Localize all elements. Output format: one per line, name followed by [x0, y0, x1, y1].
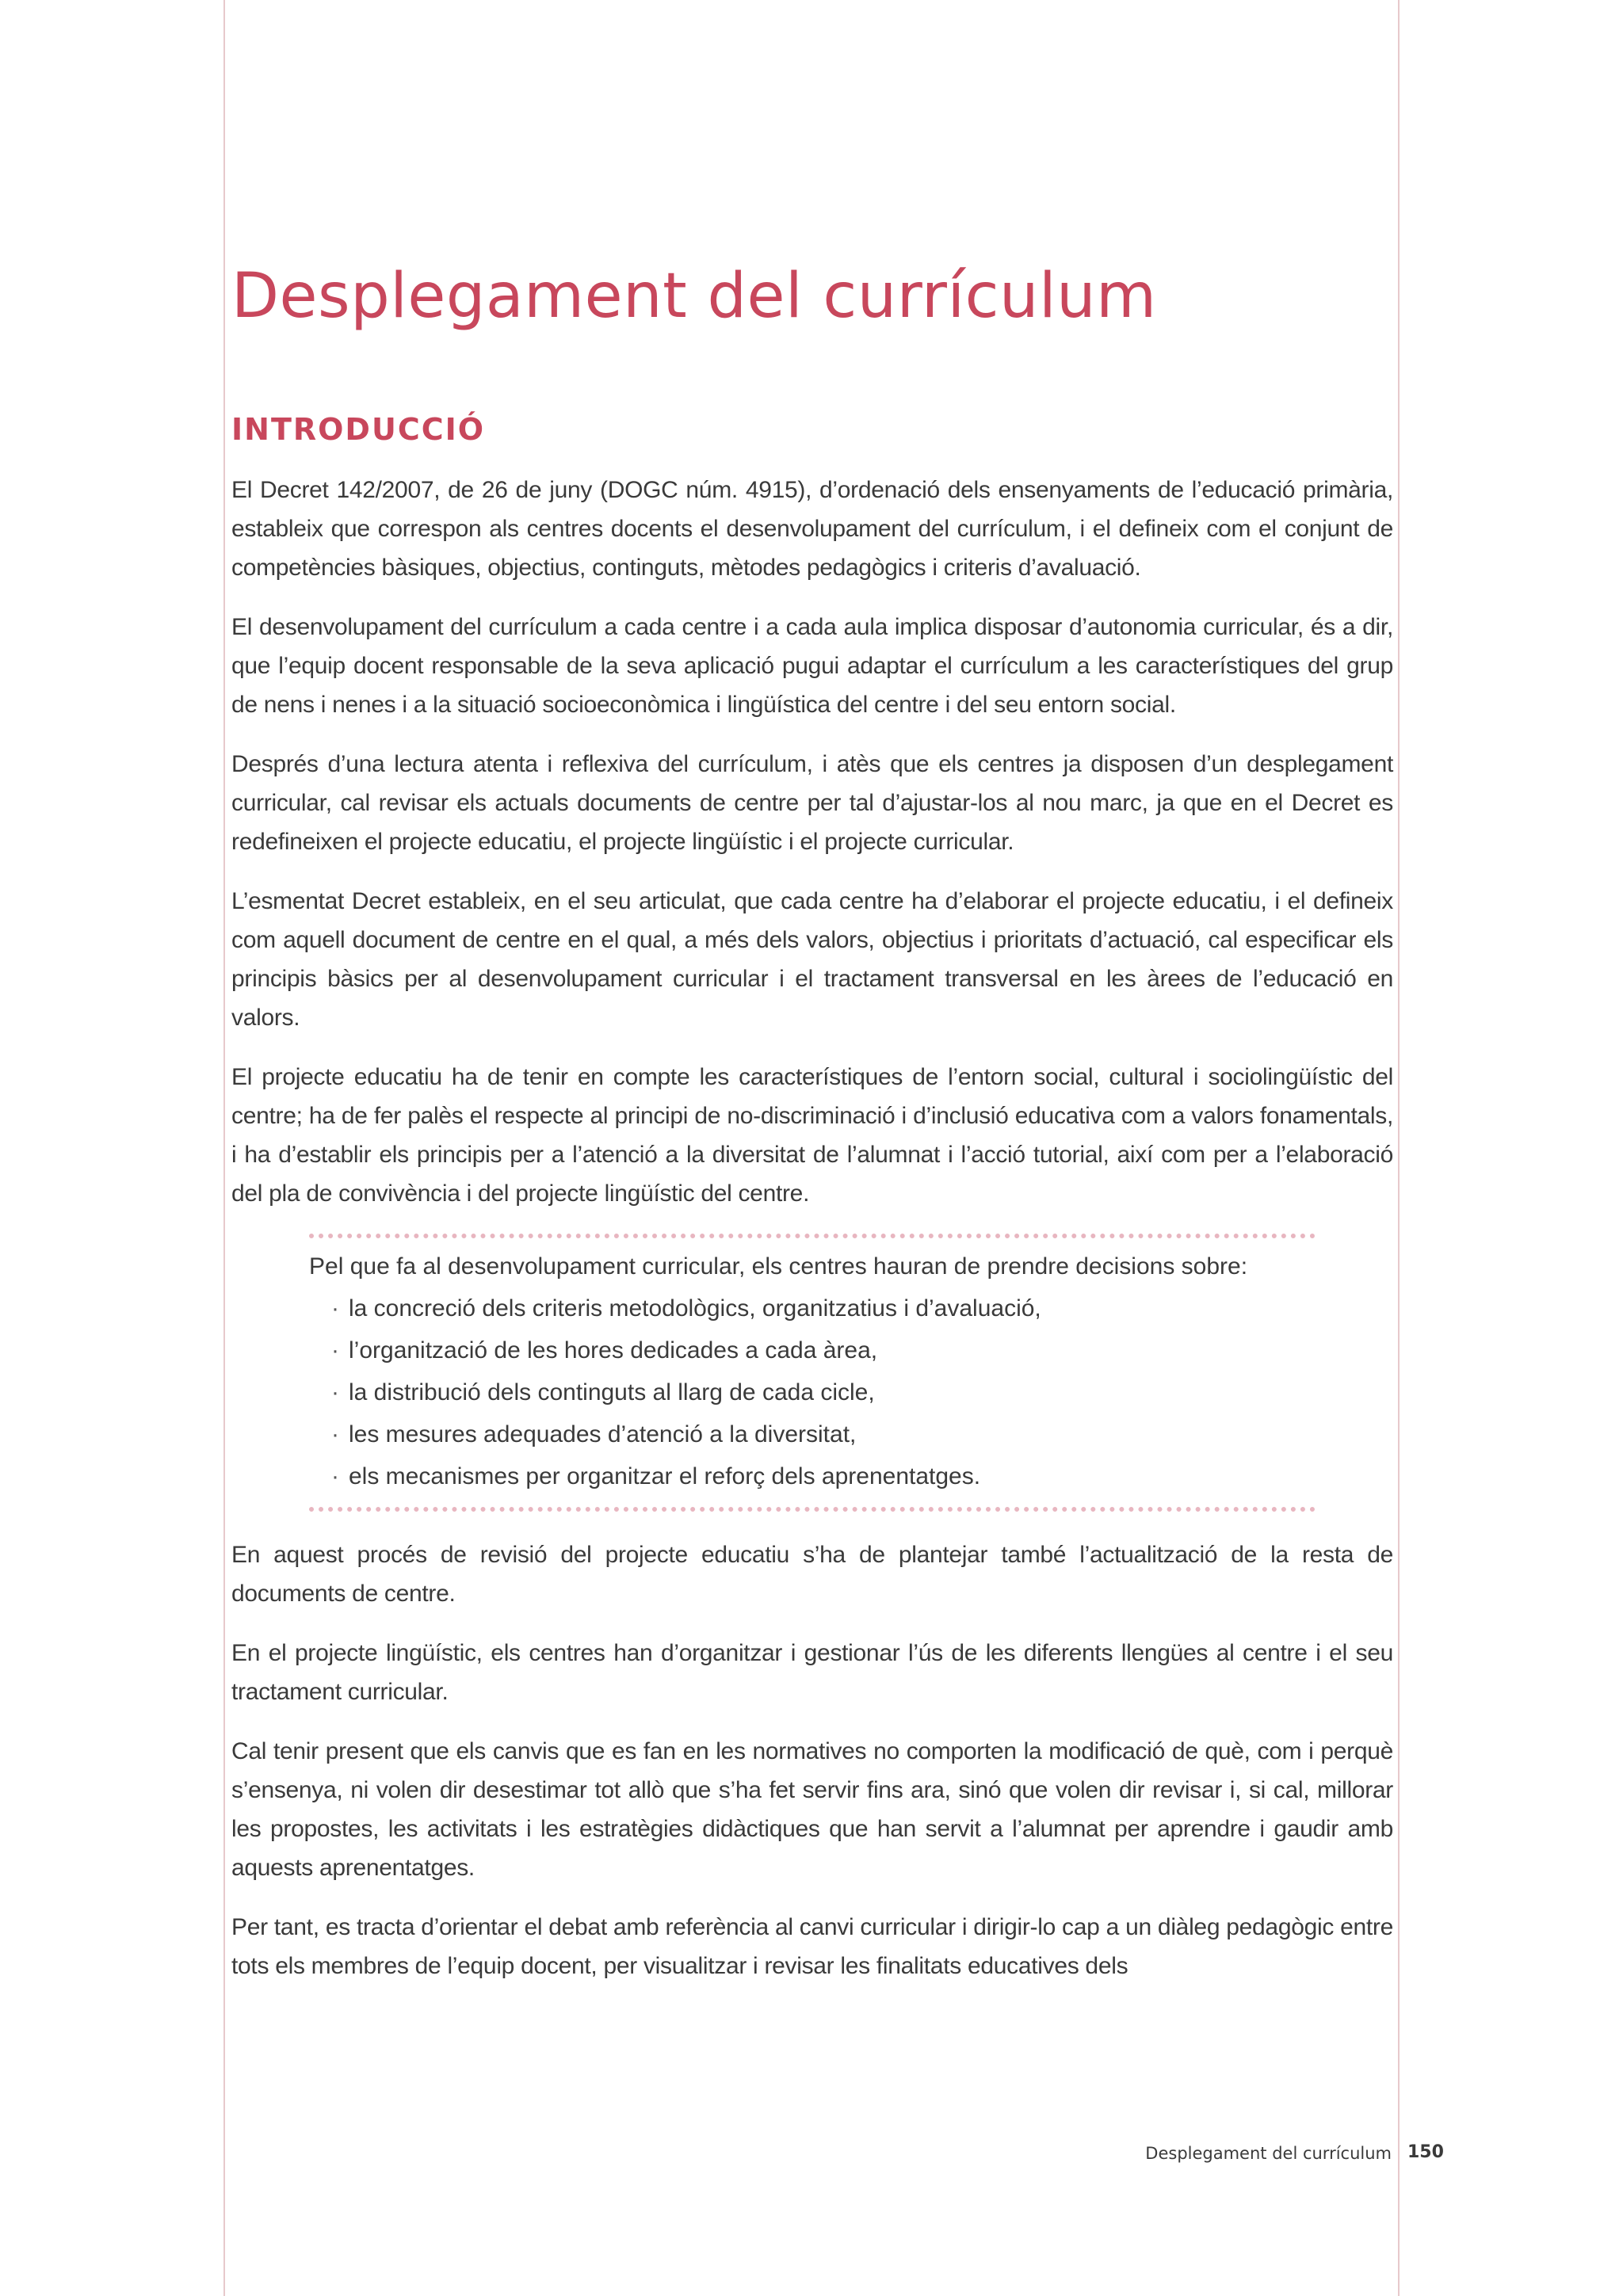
callout-intro: Pel que fa al desenvolupament curricular, els centres hauran de prendre decisions sobre:: [309, 1253, 1248, 1280]
paragraph: El projecte educatiu ha de tenir en compte les característiques de l’entorn social, cultural i sociolingüístic del centre; ha de fer palès el respecte al principi de no-discriminació i d’inclusió educativa com a valors fonamentals, i ha d’establir els principis per a l’atenció a la diversitat de l’alumnat i l’acció tutorial, així com per a l’elaboració del pla de convivència i del projecte lingüístic del centre.: [231, 1063, 1393, 1207]
page-content: [231, 261, 1393, 2006]
bullet-icon: ·: [331, 1421, 339, 1447]
bullet-icon: ·: [331, 1463, 339, 1489]
section-heading: INTRODUCCIÓ: [231, 411, 486, 447]
paragraph: El desenvolupament del currículum a cada centre i a cada aula implica disposar d’autonomia curricular, és a dir, que l’equip docent responsable de la seva aplicació pugui adaptar el currículum a les característiques del grup de nens i nenes i a la situació socioeconòmica i lingüística del centre i del seu entorn social.: [231, 613, 1393, 718]
list-item: [331, 1371, 1316, 1413]
paragraph: L’esmentat Decret estableix, en el seu articulat, que cada centre ha d’elaborar el projecte educatiu, i el defineix com aquell document de centre en el qual, a més dels valors, objectius i prioritats d’actuació, cal especificar els principis bàsics per al desenvolupament curricular i el tractament transversal en les àrees de l’educació en valors.: [231, 887, 1393, 1031]
list-item-text: l’organització de les hores dedicades a cada àrea,: [349, 1337, 878, 1363]
bullet-icon: ·: [331, 1337, 339, 1363]
list-item-text: les mesures adequades d’atenció a la diversitat,: [349, 1421, 857, 1447]
list-item-text: la concreció dels criteris metodològics, organitzatius i d’avaluació,: [349, 1295, 1041, 1322]
list-item: [331, 1413, 1316, 1455]
after-callout-section: [231, 1535, 1393, 1985]
bullet-icon: ·: [331, 1295, 339, 1322]
paragraph: El Decret 142/2007, de 26 de juny (DOGC núm. 4915), d’ordenació dels ensenyaments de l’educació primària, estableix que correspon als centres docents el desenvolupament del currículum, i el defineix com el conjunt de competències bàsiques, objectius, continguts, mètodes pedagògics i criteris d’avaluació.: [231, 476, 1393, 581]
left-margin-rule: [223, 0, 225, 2296]
paragraph: Cal tenir present que els canvis que es fan en les normatives no comporten la modificació de què, com i perquè s’ensenya, ni volen dir desestimar tot allò que s’ha fet servir fins ara, sinó que volen dir revisar i, si cal, millorar les propostes, les activitats i les estratègies didàctiques que han servit a l’alumnat per aprendre i gaudir amb aquests aprenentatges.: [231, 1737, 1393, 1881]
list-item: [331, 1287, 1316, 1329]
footer-running-title: Desplegament del currículum: [1145, 2144, 1392, 2163]
paragraph: Per tant, es tracta d’orientar el debat amb referència al canvi curricular i dirigir-lo cap a un diàleg pedagògic entre tots els membres de l’equip docent, per visualitzar i revisar les finalitats educatives dels: [231, 1913, 1393, 1979]
list-item: [331, 1329, 1316, 1371]
right-margin-rule: [1398, 0, 1400, 2296]
paragraph: Després d’una lectura atenta i reflexiva del currículum, i atès que els centres ja disposen d’un desplegament curricular, cal revisar els actuals documents de centre per tal d’ajustar-los al nou marc, ja que en el Decret es redefineixen el projecte educatiu, el projecte lingüístic i el projecte curricular.: [231, 750, 1393, 855]
list-item: [331, 1455, 1316, 1497]
bullet-icon: ·: [331, 1379, 339, 1405]
paragraph: En el projecte lingüístic, els centres han d’organitzar i gestionar l’ús de les diferents llengües al centre i el seu tractament curricular.: [231, 1639, 1393, 1705]
callout-list: [309, 1287, 1316, 1497]
page-title: Desplegament del currículum: [231, 261, 1157, 332]
page-number: 150: [1407, 2142, 1444, 2162]
paragraph: En aquest procés de revisió del projecte educatiu s’ha de plantejar també l’actualització de la resta de documents de centre.: [231, 1541, 1393, 1607]
list-item-text: la distribució dels continguts al llarg de cada cicle,: [349, 1379, 875, 1405]
list-item-text: els mecanismes per organitzar el reforç dels aprenentatges.: [349, 1463, 981, 1489]
callout-box: [309, 1234, 1316, 1512]
